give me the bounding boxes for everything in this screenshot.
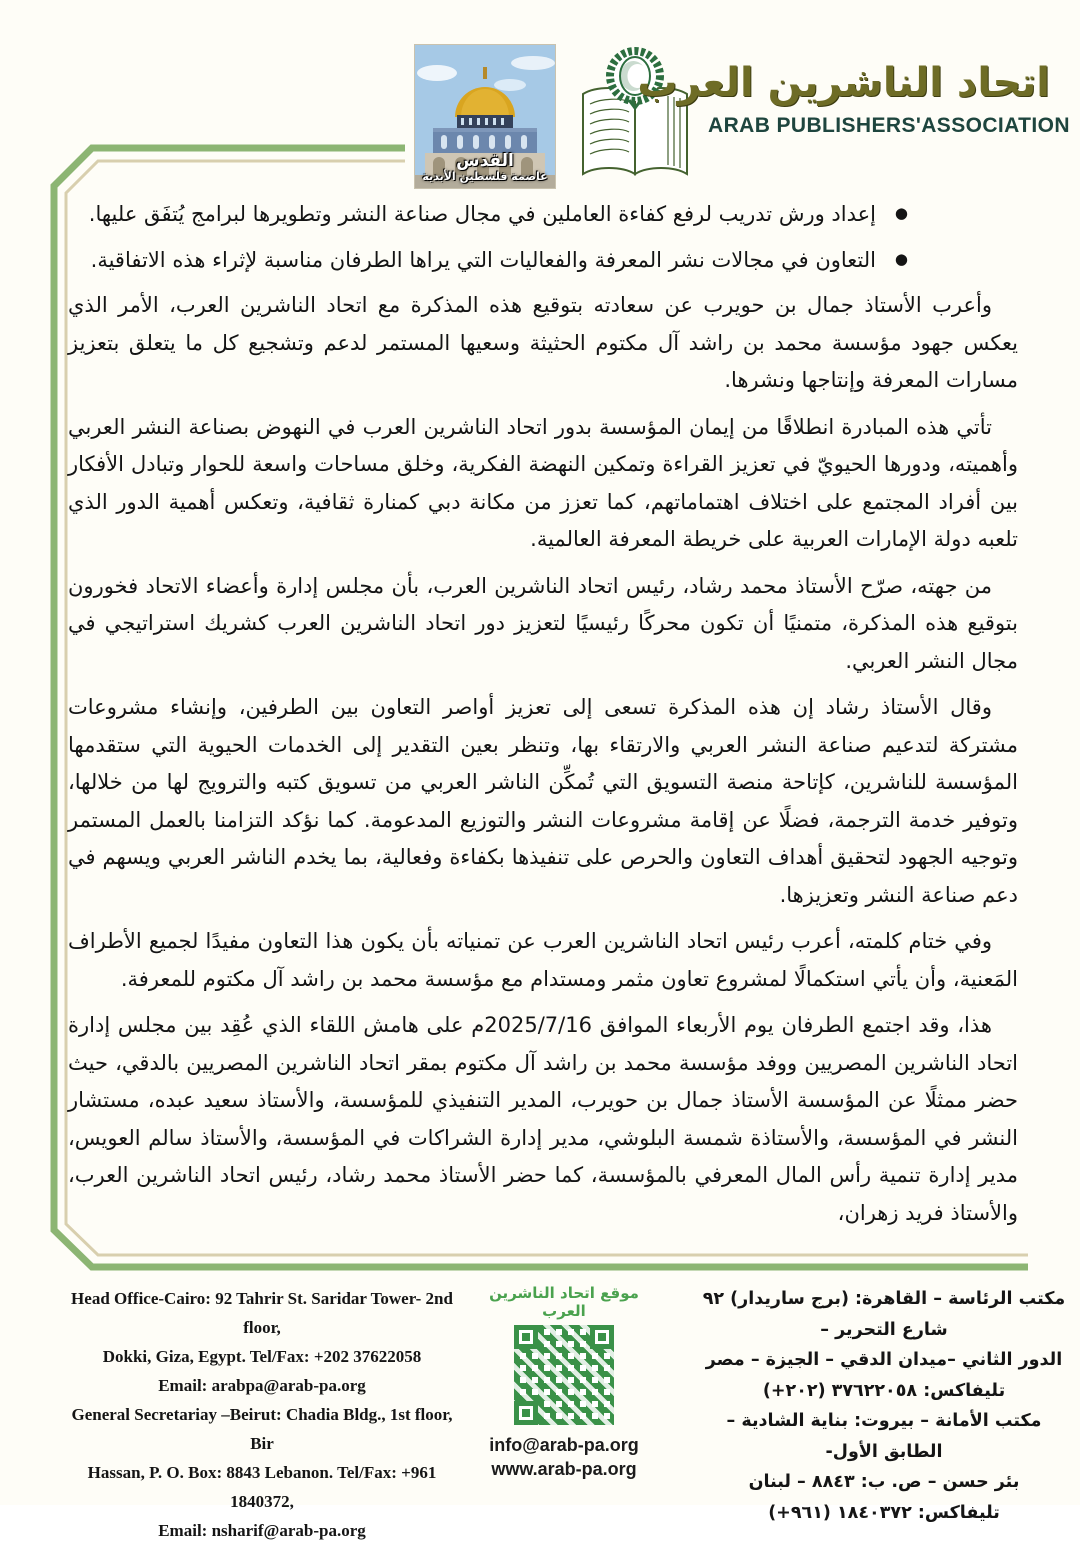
- footer-english-line: Email: nsharif@arab-pa.org: [158, 1521, 366, 1540]
- footer: [0, 1284, 1080, 1545]
- footer-email: info@arab-pa.org: [489, 1435, 639, 1455]
- photo-caption-title: القدس: [456, 150, 514, 171]
- qr-finder-icon: [514, 1401, 538, 1425]
- footer-english-line: Hassan, P. O. Box: 8843 Lebanon. Tel/Fax: +961 1840372,: [87, 1463, 437, 1511]
- bullet-text: التعاون في مجالات نشر المعرفة والفعاليات التي يراها الطرفان مناسبة لإثراء هذه الاتفاقية.: [90, 247, 876, 272]
- photo-caption-subtitle: عاصمة فلسطين الأبدية: [422, 170, 548, 184]
- footer-english-line: Dokki, Giza, Egypt. Tel/Fax: +202 37622058: [102, 1347, 422, 1366]
- footer-arabic-line: مكتب الأمانة – بيروت: بناية الشادية – الطابق الأول-: [726, 1411, 1042, 1462]
- org-name-arabic: اتحاد الناشرين العرب: [637, 60, 1050, 106]
- paragraph: وفي ختام كلمته، أعرب رئيس اتحاد الناشرين العرب عن تمنياته بأن يكون هذا التعاون مفيدًا لجميع الأطراف المَعنية، وأن يأتي استكمالًا لمشروع تعاون مثمر ومستدام مع مؤسسة محمد بن راشد آل مكتوم للمعرفة.: [68, 929, 1018, 991]
- footer-website: www.arab-pa.org: [491, 1459, 637, 1479]
- photo-caption: [415, 152, 555, 184]
- bullet-item: [68, 242, 908, 280]
- bullet-item: [68, 196, 908, 234]
- qr-finder-icon: [590, 1325, 614, 1349]
- qr-finder-icon: [514, 1325, 538, 1349]
- footer-arabic-line: تليفاكس: ٣٧٦٢٢٠٥٨ (٢٠٢+): [762, 1380, 1006, 1401]
- footer-arabic-line: الدور الثاني –ميدان الدقي – الجيزة – مصر: [705, 1350, 1063, 1370]
- paragraph: وقال الأستاذ رشاد إن هذه المذكرة تسعى إلى تعزيز أواصر التعاون بين الطرفين، وإنشاء مشروعات مشتركة لتدعيم صناعة النشر العربي والارتقاء بها، وتنظر بعين التقدير إلى الخدمات الحيوية التي ستقدمها المؤسسة للناشرين، كإتاحة منصة التسويق التي تُمكِّن الناشر العربي من تسويق كتبه والترويج لها من خلالها، وتوفير خدمة الترجمة، فضلًا عن إقامة مشروعات النشر والتوزيع المدعومة. كما نؤكد التزامنا بالعمل المستمر وتوجيه الجهود لتحقيق أهداف التعاون والحرص على تنفيذها بكفاءة وفعالية، بما يخدم الناشر العربي ويسهم في دعم صناعة النشر وتعزيزها.: [68, 695, 1018, 907]
- bullet-icon: ●: [894, 204, 908, 222]
- footer-arabic-line: تليفاكس: ١٨٤٠٣٧٢ (٩٦١+): [768, 1502, 1000, 1523]
- paragraph: وأعرب الأستاذ جمال بن حويرب عن سعادته بتوقيع هذه المذكرة مع اتحاد الناشرين العرب، الأمر الذي يعكس جهود مؤسسة محمد بن راشد آل مكتوم الحثيثة وسعيها المستمر لدعم وتشجيع كل ما يتعلق بتعزيز مسارات المعرفة وإنتاجها ونشرها.: [68, 293, 1018, 392]
- org-name-english: ARAB PUBLISHERS'ASSOCIATION: [708, 114, 1070, 137]
- footer-contact-english: [58, 1284, 466, 1545]
- org-name-block: [637, 60, 1070, 138]
- footer-english-line: General Secretariay –Beirut: Chadia Bldg., 1st floor, Bir: [71, 1405, 453, 1453]
- footer-contact-arabic: [698, 1284, 1070, 1528]
- paragraph: من جهته، صرّح الأستاذ محمد رشاد، رئيس اتحاد الناشرين العرب، بأن مجلس إدارة وأعضاء الاتحاد فخورون بتوقيع هذه المذكرة، متمنيًا أن تكون محركًا رئيسيًا لتعزيز دور اتحاد الناشرين العرب كشريك استراتيجي في مجال النشر العربي.: [68, 573, 1018, 673]
- agreement-bullet-list: [68, 196, 908, 279]
- qr-code: [514, 1325, 614, 1425]
- jerusalem-photo: [415, 45, 555, 188]
- paragraph: تأتي هذه المبادرة انطلاقًا من إيمان المؤسسة بدور اتحاد الناشرين العرب في النهوض بصناعة النشر العربي وأهميته، ودورها الحيويّ في تعزيز القراءة وتمكين النهضة الفكرية، وخلق مساحات واسعة للحوار وتبادل الأفكار بين أفراد المجتمع على اختلاف اهتماماتهم، كما تعزز من مكانة دبي كمنارة ثقافية، وتعكس أهمية الدور الذي تلعبه دولة الإمارات العربية على خريطة المعرفة العالمية.: [68, 414, 1018, 551]
- paragraph: هذا، وقد اجتمع الطرفان يوم الأربعاء الموافق 2025/7/16م على هامش اللقاء الذي عُقِد بين مجلس إدارة اتحاد الناشرين المصريين ووفد مؤسسة محمد بن راشد آل مكتوم بمقر اتحاد الناشرين المصريين بالدقي، حيث حضر ممثلًا عن المؤسسة الأستاذ جمال بن حويرب، المدير التنفيذي للمؤسسة، والأستاذ سعيد عبده، مستشار النشر في المؤسسة، والأستاذة شمسة البلوشي، مدير إدارة الشراكات في المؤسسة، والأستاذ سالم العويس، مدير إدارة تنمية رأس المال المعرفي بالمؤسسة، كما حضر الأستاذ محمد رشاد، رئيس اتحاد الناشرين العرب، والأستاذ فريد زهران،: [68, 1013, 1018, 1225]
- footer-english-line: Head Office-Cairo: 92 Tahrir St. Saridar Tower- 2nd floor,: [71, 1289, 453, 1337]
- footer-arabic-line: بئر حسن – ص. ب: ٨٨٤٣ – لبنان: [748, 1472, 1020, 1492]
- footer-qr-block: [466, 1284, 662, 1481]
- apa-logo: [560, 42, 1070, 190]
- footer-english-line: Email: arabpa@arab-pa.org: [158, 1376, 366, 1395]
- bullet-icon: ●: [894, 249, 908, 268]
- bullet-text: إعداد ورش تدريب لرفع كفاءة العاملين في مجال صناعة النشر وتطويرها لبرامج يُتفَق عليها.: [88, 202, 876, 226]
- document-body: [68, 196, 1018, 1241]
- qr-label: موقع اتحاد الناشرين العرب: [489, 1284, 639, 1320]
- footer-arabic-line: مكتب الرئاسة – القاهرة: (برج ساريدار) ٩٢ شارع التحرير –: [702, 1289, 1066, 1340]
